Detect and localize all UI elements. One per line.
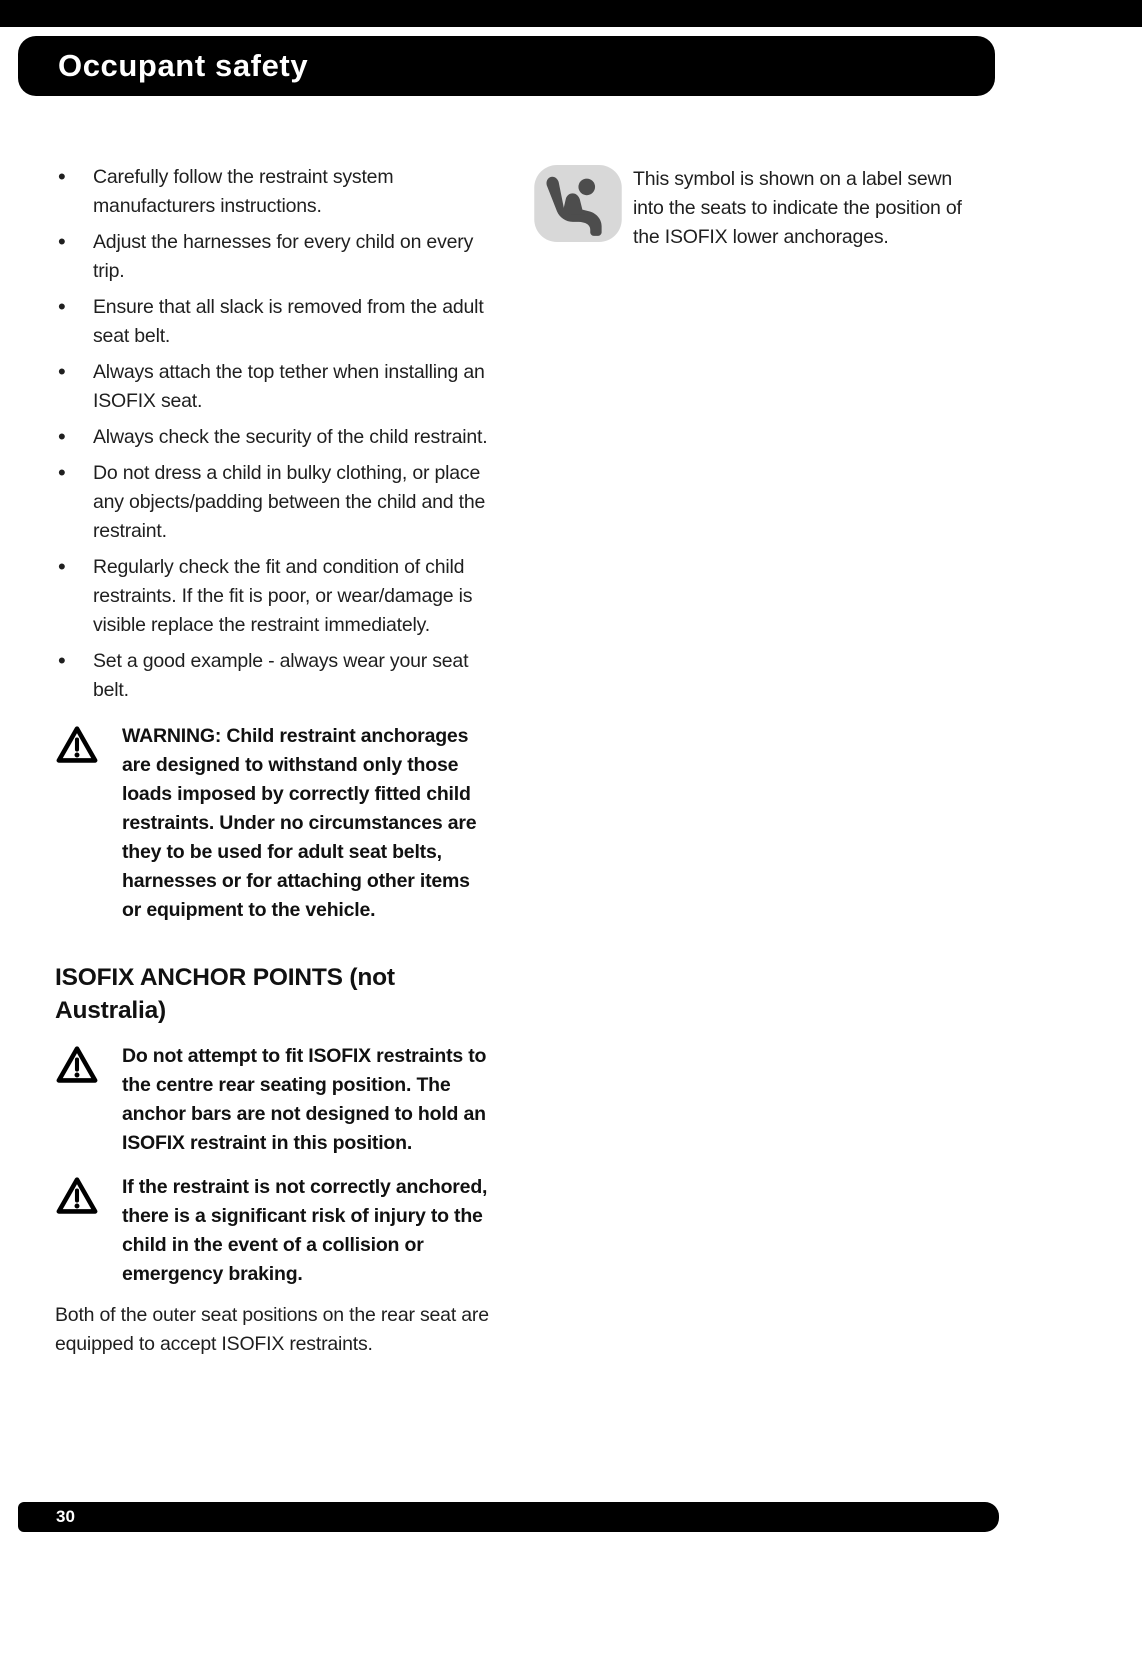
bullet-icon: • — [58, 229, 66, 254]
warning-text: Do not attempt to fit ISOFIX restraints to the centre rear seating position. The anchor bars are not designed to hold an ISOFIX restraint in this position. — [122, 1045, 487, 1154]
bullet-text: Ensure that all slack is removed from the adult seat belt. — [93, 296, 484, 347]
list-item — [55, 163, 492, 221]
warning-triangle-icon — [55, 722, 101, 925]
bullet-icon: • — [58, 164, 66, 189]
bullet-text: Carefully follow the restraint system manufacturers instructions. — [93, 166, 394, 217]
bullet-text: Do not dress a child in bulky clothing, or place any objects/padding between the child and the restraint. — [93, 462, 486, 542]
list-item — [55, 228, 492, 286]
list-item — [55, 358, 492, 416]
page-number: 30 — [56, 1507, 75, 1526]
bullet-icon: • — [58, 648, 66, 673]
warning-block-anchoring — [55, 1173, 492, 1289]
bullet-text: Set a good example - always wear your seat belt. — [93, 650, 469, 701]
list-item — [55, 647, 492, 705]
section-heading-isofix: ISOFIX ANCHOR POINTS (not Australia) — [55, 964, 395, 1024]
list-item — [55, 553, 492, 640]
bullet-text: Adjust the harnesses for every child on every trip. — [93, 231, 474, 282]
list-item — [55, 293, 492, 351]
list-item — [55, 423, 492, 452]
bullet-text: Always check the security of the child restraint. — [93, 426, 488, 448]
warning-text: If the restraint is not correctly anchored, there is a significant risk of injury to the child in the event of a collision or emergency braking. — [122, 1176, 488, 1285]
warning-block-general — [55, 722, 492, 925]
isofix-child-seat-icon — [534, 165, 622, 242]
list-item — [55, 459, 492, 546]
closing-paragraph: Both of the outer seat positions on the rear seat are equipped to accept ISOFIX restraints. — [55, 1304, 489, 1355]
left-column — [55, 163, 492, 1359]
bullet-icon: • — [58, 460, 66, 485]
warning-triangle-icon — [55, 1042, 101, 1158]
page-header — [18, 36, 995, 96]
top-border-bar — [0, 0, 1142, 27]
bullet-icon: • — [58, 554, 66, 579]
bullet-text: Always attach the top tether when installing an ISOFIX seat. — [93, 361, 485, 412]
warning-block-centre-seat — [55, 1042, 492, 1158]
warning-text: WARNING: Child restraint anchorages are designed to withstand only those loads imposed by correctly fitted child restraints. Under no circumstances are they to be used for adult seat belts, harnesses or for attaching other items or equipment to the vehicle. — [122, 725, 477, 921]
bullet-text: Regularly check the fit and condition of child restraints. If the fit is poor, or wear/damage is visible replace the restraint immediately. — [93, 556, 473, 636]
right-column — [534, 165, 962, 252]
warning-triangle-icon — [55, 1173, 101, 1289]
bullet-icon: • — [58, 359, 66, 384]
page-title: Occupant safety — [58, 48, 309, 83]
isofix-note-text: This symbol is shown on a label sewn into the seats to indicate the position of the ISOFIX lower anchorages. — [633, 168, 962, 248]
safety-bullet-list — [55, 163, 492, 705]
bullet-icon: • — [58, 294, 66, 319]
page-footer — [18, 1502, 999, 1532]
bullet-icon: • — [58, 424, 66, 449]
